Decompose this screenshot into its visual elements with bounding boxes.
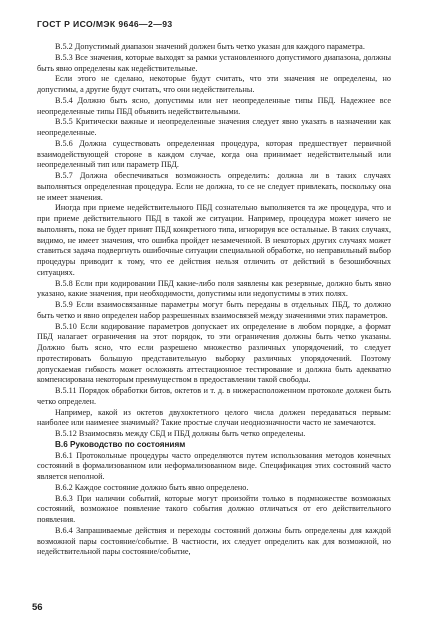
- paragraph: В.6.2 Каждое состояние должно быть явно определено.: [55, 482, 249, 492]
- paragraph: В.5.2 Допустимый диапазон значений должен быть четко указан для каждого параметра.: [55, 42, 365, 51]
- paragraph: В.5.10 Если кодирование параметров допускает их определение в любом порядке, а формат ПБД налагает ограничения на этот порядок, то эти ограничения должны быть четко указаны. Должно быть ясно, что если разрешено множество различных упорядочений, то следует протестировать большую представительную выборку различных упорядочений. Поэтому допускаемая гибкость может осложнять аттестационное тестирование и должна быть адекватно компенсирована некоторым преимуществом в предоставлении такой свободы.: [37, 321, 391, 385]
- paragraph: В.5.7 Должна обеспечиваться возможность определить: должна ли в таких случаях выполняться определенная процедура. Если не должна, то се не следует привлекать, поскольку она не имеет значения.: [37, 171, 391, 202]
- paragraph: В.5.11 Порядок обработки битов, октетов и т. д. в нижерасположенном протоколе должен быть четко определен.: [37, 386, 391, 406]
- paragraph: Если этого не сделано, некоторые будут считать, что эти значения не определены, но допустимы, а другие будут считать, что они недействительны.: [37, 74, 391, 94]
- paragraph: В.6.4 Запрашиваемые действия и переходы состояний должны быть определены для каждой возможной пары состояние/событие. В частности, их следует определить как для возможной, но недействительной пары состояние/событие,: [37, 525, 391, 557]
- paragraph: В.5.6 Должна существовать определенная процедура, которая предшествует первичной взаимодействующей стороне в каждом случае, когда она принимает недействительный или неопределенный тип или параметр ПБД.: [37, 138, 391, 170]
- paragraph: Иногда при приеме недействительного ПБД сознательно выполняется та же процедура, что и при приеме действительного ПБД в такой же ситуации. Например, процедура может ничего не выполнять, пока не будет принят ПБД конкретного типа, игнорируя все остальные. В таких случаях, видимо, не имеет значения, что ошибка пройдет незамеченной. В некоторых других случаях может ставиться задача подвергнуть ошибочные ситуации специальной обработке, но неправильный выбор процедуры приводит к тому, что ее действия нельзя отличить от действий в безошибочных ситуациях.: [37, 203, 391, 277]
- paragraph: В.5.9 Если взаимосвязанные параметры могут быть переданы в отдельных ПБД, то должно быть четко и явно определен набор разрешенных взаимосвязей между значениями этих параметров.: [37, 300, 391, 320]
- paragraph: В.5.12 Взаимосвязь между СБД и ПБД должны быть четко определены.: [55, 429, 306, 438]
- page-header: ГОСТ Р ИСО/МЭК 9646—2—93: [37, 19, 173, 29]
- paragraph: В.5.8 Если при кодировании ПБД какие-либо поля заявлены как резервные, должно быть явно указано, какие значения, при необходимости, допустимы или недопустимы в этих полях.: [37, 278, 391, 299]
- paragraph: Например, какой из октетов двухоктетного целого числа должен передаваться первым: наиболее или наименее значимый? Такие простые случаи неоднозначности часто не замечаются.: [37, 407, 391, 428]
- paragraph: В.6.1 Протокольные процедуры часто определяются путем использования методов конечных состояний в формализованном или неформализованном виде. Спецификация этих состояний часто является неполной.: [37, 450, 391, 481]
- paragraph: В.6.3 При наличии событий, которые могут произойти только в подмножестве возможных состояний, возможное появление такого события должно отличаться от его действительного появления.: [37, 493, 391, 524]
- body-text: [37, 42, 391, 558]
- paragraph: В.5.3 Все значения, которые выходят за рамки установленного допустимого диапазона, должны быть явно определены как недействительные.: [37, 52, 391, 73]
- page-number: 56: [32, 602, 43, 613]
- paragraph: В.5.5 Критически важные и неопределенные значения следует явно указать в назначении как неопределенные.: [37, 117, 391, 137]
- section-heading: В.6 Руководство по состояниям: [55, 439, 186, 449]
- paragraph: В.5.4 Должно быть ясно, допустимы или нет неопределенные типы ПБД. Надежнее все неопределенные типы ПБД объявить недействительными.: [37, 95, 391, 116]
